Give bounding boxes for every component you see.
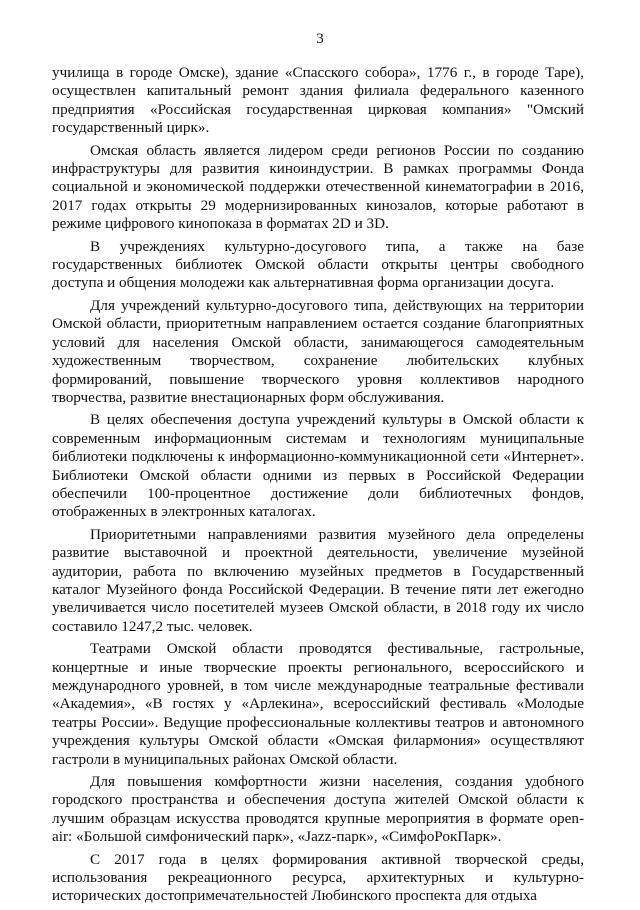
paragraph-youth-centers: В учреждениях культурно-досугового типа, а также на базе государственных библиотек Омской области открыты центры свободного доступа и общения молодежи как альтернативная форма организации досуга. [52, 237, 584, 292]
page-number: 3 [316, 31, 324, 47]
paragraph-leisure-institutions: Для учреждений культурно-досугового типа, действующих на территории Омской области, приоритетным направлением остается создание благоприятных условий для населения Омской области, занимающегося самодеятельным художественным творчеством, сохранение любительских клубных формирований, повышение творческого уровня коллективов народного творчества, развитие внестационарных форм обслуживания. [52, 296, 584, 406]
paragraph-theatres: Театрами Омской области проводятся фестивальные, гастрольные, концертные и иные творческие проекты регионального, всероссийского и международного уровней, в том числе международные театральные фестивали «Академия», «В гостях у «Арлекина», всероссийский фестиваль «Молодые театры России». Ведущие профессиональные коллективы театров и автономного учреждения культуры Омской области «Омская филармония» осуществляют гастроли в муниципальных районах Омской области. [52, 640, 584, 768]
paragraph-lyubinsky-prospect: С 2017 года в целях формирования активной творческой среды, использования рекреационного ресурса, архитектурных и культурно-исторических достопримечательностей Любинского проспекта для отдыха [52, 850, 584, 905]
document-body [52, 64, 584, 910]
paragraph-libraries: В целях обеспечения доступа учреждений культуры в Омской области к современным информационным системам и технологиям муниципальные библиотеки подключены к информационно-коммуникационной сети «Интернет». Библиотеки Омской области одними из первых в Российской Федерации обеспечили 100-процентное достижение доли библиотечных фондов, отображенных в электронных каталогах. [52, 411, 584, 521]
paragraph-museums: Приоритетными направлениями развития музейного дела определены развитие выставочной и проектной деятельности, увеличение музейной аудитории, работа по включению музейных предметов в Государственный каталог Музейного фонда Российской Федерации. В течение пяти лет ежегодно увеличивается число посетителей музеев Омской области, в 2018 году их число составило 1247,2 тыс. человек. [52, 525, 584, 635]
paragraph-open-air: Для повышения комфортности жизни населения, создания удобного городского пространства и обеспечения доступа жителей Омской области к лучшим образцам искусства проводятся крупные мероприятия в формате open-air: «Большой симфонический парк», «Jazz-парк», «СимфоРокПарк». [52, 773, 584, 846]
paragraph-continuation: училища в городе Омске), здание «Спасского собора», 1776 г., в городе Таре), осуществлен капитальный ремонт здания филиала федерального казенного предприятия «Российская государственная цирковая компания» "Омский государственный цирк». [52, 64, 584, 137]
paragraph-cinema: Омская область является лидером среди регионов России по созданию инфраструктуры для развития киноиндустрии. В рамках программы Фонда социальной и экономической поддержки отечественной кинематографии в 2016, 2017 годах открыты 29 модернизированных кинозалов, которые работают в режиме цифрового кинопоказа в форматах 2D и 3D. [52, 141, 584, 233]
